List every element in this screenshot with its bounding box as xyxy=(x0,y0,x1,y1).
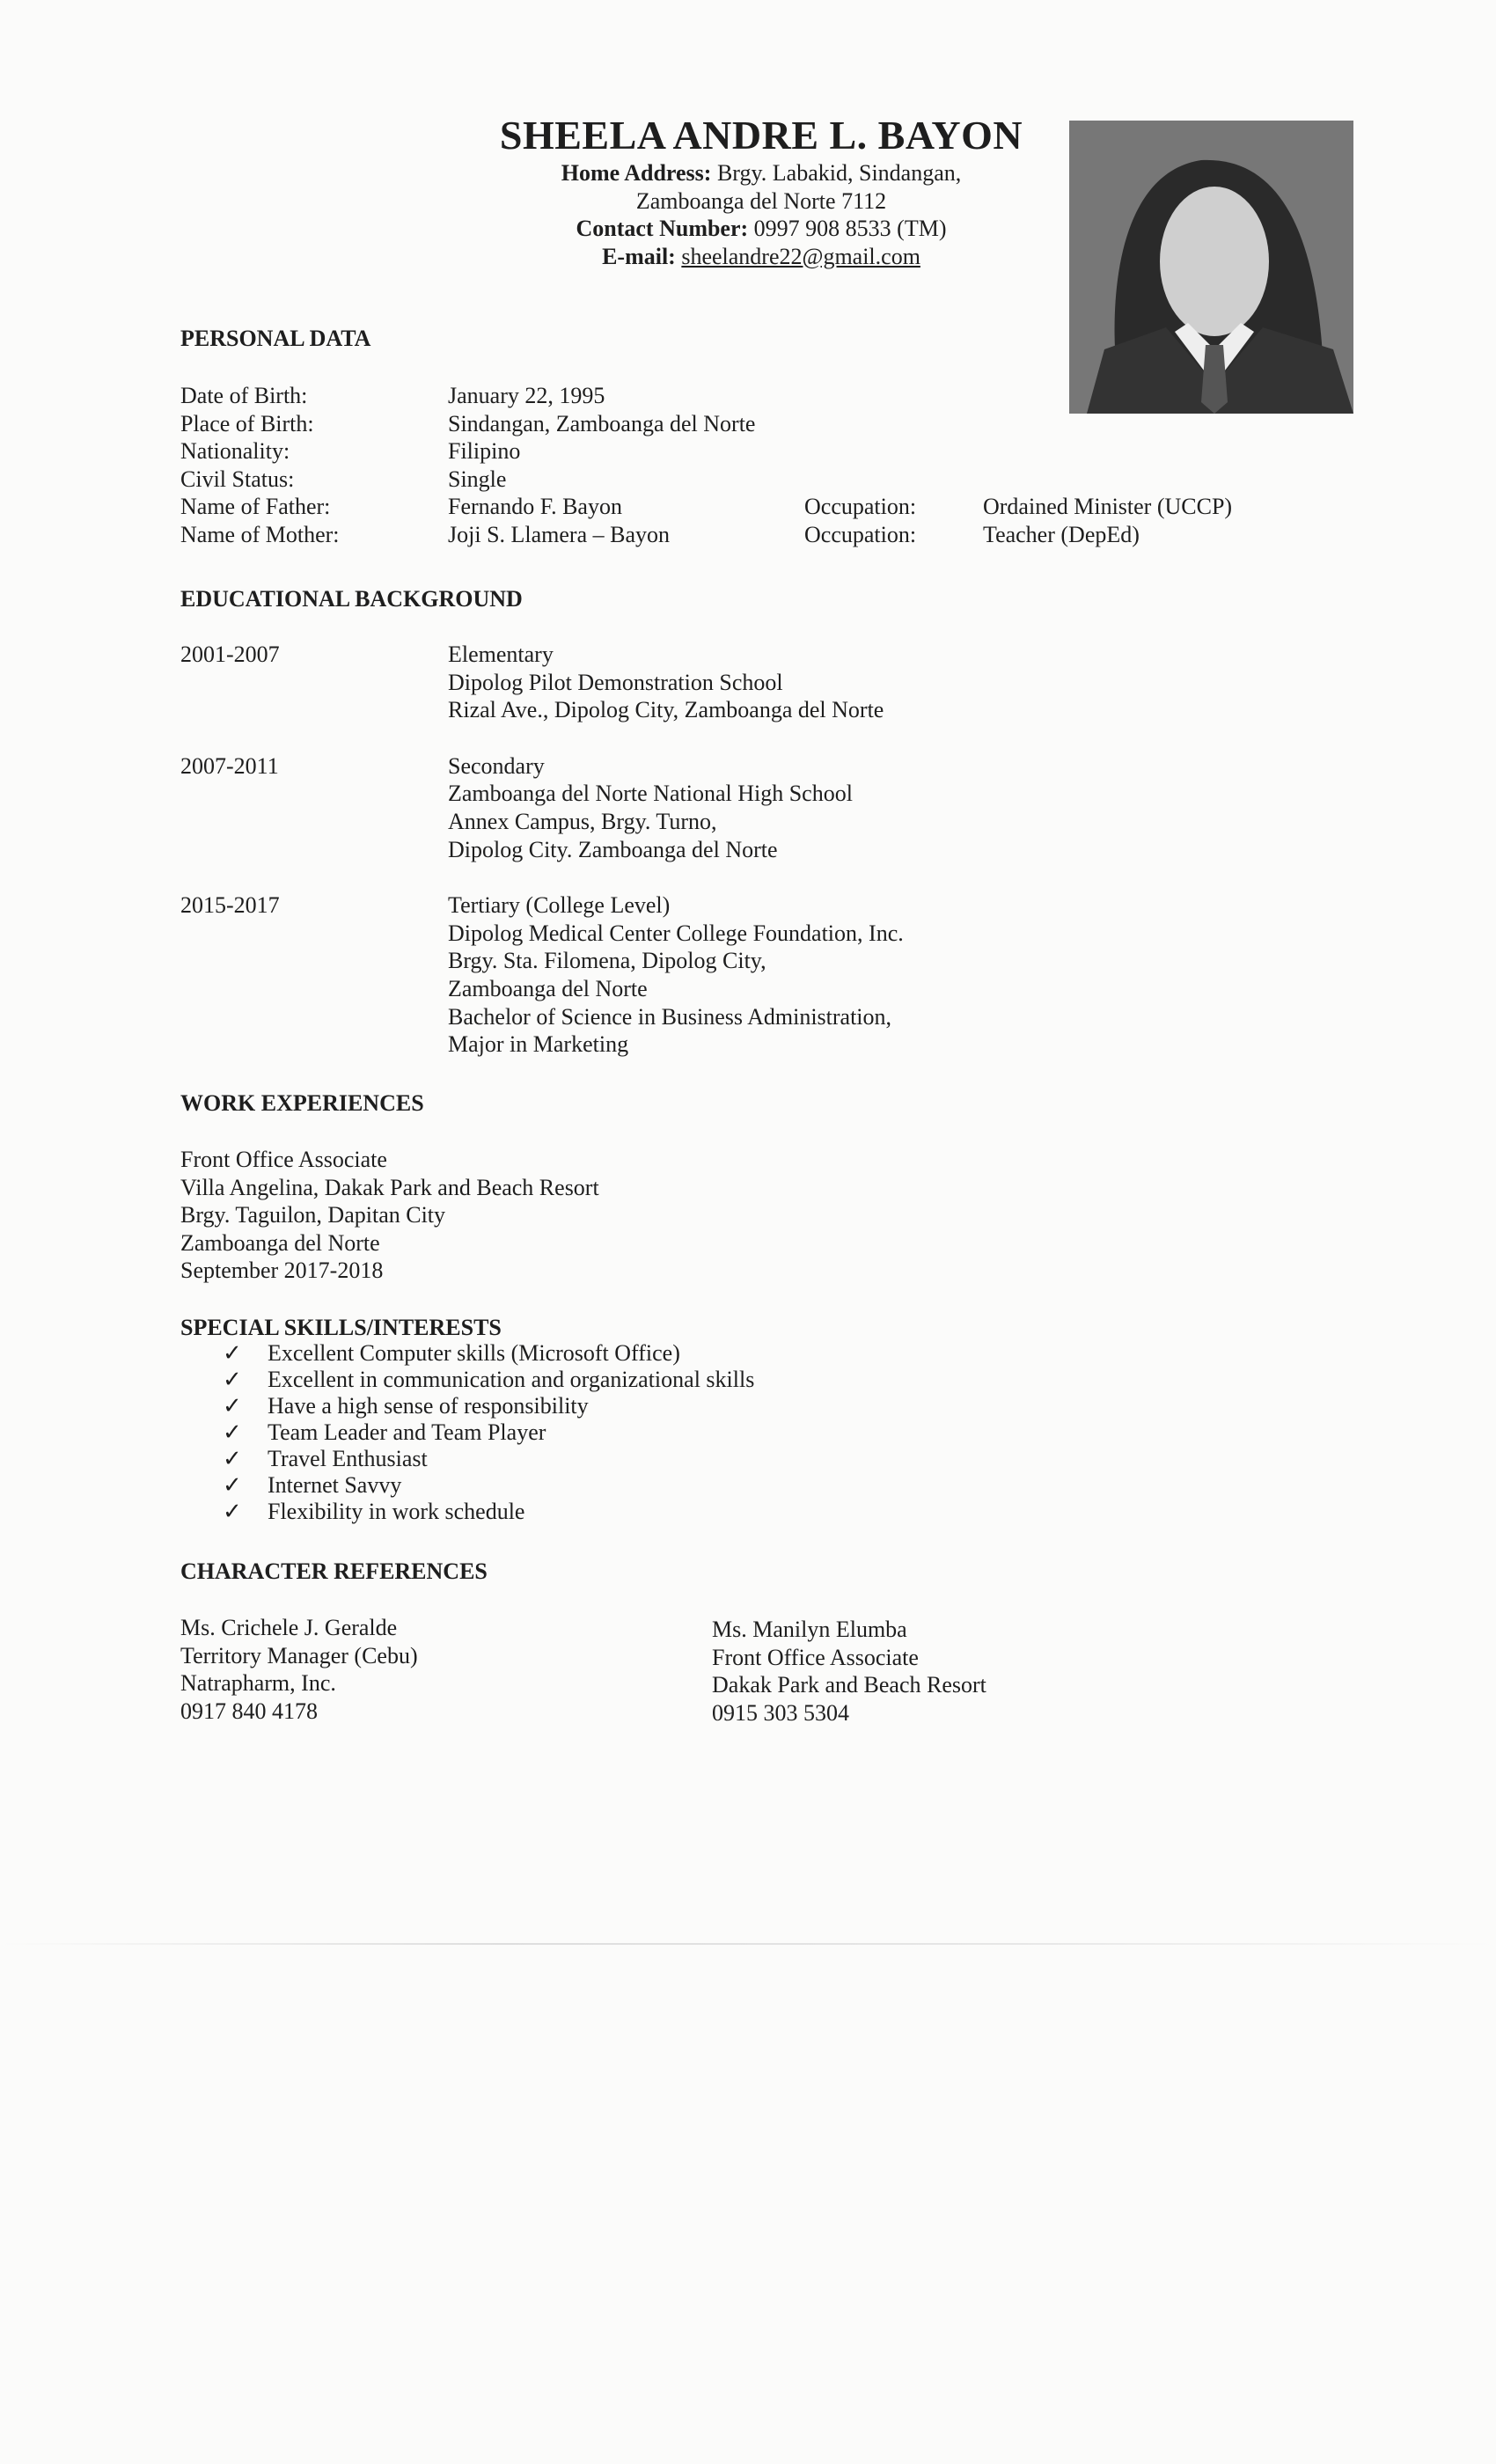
personal-row xyxy=(180,437,1232,466)
education-entry xyxy=(180,891,904,1059)
education-line: Dipolog City. Zamboanga del Norte xyxy=(448,836,778,862)
education-entry xyxy=(180,641,904,724)
education-line: Secondary xyxy=(448,752,545,779)
skills-heading: SPECIAL SKILLS/INTERESTS xyxy=(180,1315,502,1340)
field-value: Joji S. Llamera – Bayon xyxy=(448,521,671,547)
portrait-image xyxy=(1069,121,1353,414)
education-line: Elementary xyxy=(448,642,554,667)
work-line: September 2017-2018 xyxy=(180,1258,384,1284)
education-heading: EDUCATIONAL BACKGROUND xyxy=(180,586,523,612)
education-line: Tertiary (College Level) xyxy=(448,892,671,919)
work-list xyxy=(180,1146,599,1285)
field-value: January 22, 1995 xyxy=(448,383,605,408)
skill-text: Excellent in communication and organizational skills xyxy=(268,1367,755,1392)
field-value: Filipino xyxy=(448,438,521,465)
checkmark-icon: ✓ xyxy=(223,1419,242,1445)
field-value: Single xyxy=(448,466,507,492)
education-line: Rizal Ave., Dipolog City, Zamboanga del Norte xyxy=(448,697,884,723)
education-list xyxy=(180,641,904,1087)
education-line: Brgy. Sta. Filomena, Dipolog City, xyxy=(448,948,766,974)
skill-item xyxy=(223,1446,754,1472)
reference-line: Ms. Crichele J. Geralde xyxy=(180,1615,398,1640)
education-line: Annex Campus, Brgy. Turno, xyxy=(448,808,717,834)
personal-data-heading: PERSONAL DATA xyxy=(180,326,371,351)
profile-photo xyxy=(1069,121,1353,414)
education-line: Dipolog Pilot Demonstration School xyxy=(448,669,783,695)
address-line1: Brgy. Labakid, Sindangan, xyxy=(716,160,962,186)
skill-text: Travel Enthusiast xyxy=(268,1446,428,1471)
address-line2: Zamboanga del Norte 7112 xyxy=(635,188,887,214)
contact-label: Contact Number: xyxy=(576,216,749,241)
skill-text: Excellent Computer skills (Microsoft Office) xyxy=(268,1340,680,1366)
education-details xyxy=(448,641,884,724)
references-heading: CHARACTER REFERENCES xyxy=(180,1558,488,1584)
personal-row xyxy=(180,466,1232,494)
reference-line: Natrapharm, Inc. xyxy=(180,1670,336,1697)
field-value: Sindangan, Zamboanga del Norte xyxy=(448,410,756,436)
education-line: Zamboanga del Norte National High School xyxy=(448,781,853,807)
education-years: 2015-2017 xyxy=(180,892,280,919)
skills-list xyxy=(223,1340,754,1525)
work-heading: WORK EXPERIENCES xyxy=(180,1090,424,1116)
reference-line: Territory Manager (Cebu) xyxy=(180,1642,418,1668)
work-line: Front Office Associate xyxy=(180,1147,387,1172)
personal-data-table xyxy=(180,382,1232,549)
skill-item xyxy=(223,1393,754,1419)
education-years: 2001-2007 xyxy=(180,642,280,667)
education-line: Dipolog Medical Center College Foundation, Inc. xyxy=(448,920,904,946)
contact-number xyxy=(475,215,1047,243)
checkmark-icon: ✓ xyxy=(223,1472,242,1498)
field-value: Fernando F. Bayon xyxy=(448,494,622,520)
scan-artifact-line xyxy=(0,1943,1496,1945)
address-label: Home Address: xyxy=(561,160,712,186)
skill-item xyxy=(223,1340,754,1367)
education-details xyxy=(448,891,904,1059)
personal-row xyxy=(180,521,1232,549)
field-label: Name of Father: xyxy=(180,494,331,520)
personal-row xyxy=(180,410,1232,438)
checkmark-icon: ✓ xyxy=(223,1367,242,1392)
personal-row xyxy=(180,382,1232,410)
reference-left xyxy=(180,1614,418,1725)
home-address xyxy=(475,159,1047,187)
field-label: Nationality: xyxy=(180,438,290,465)
skill-text: Flexibility in work schedule xyxy=(268,1499,525,1524)
checkmark-icon: ✓ xyxy=(223,1340,242,1366)
skill-item xyxy=(223,1419,754,1446)
skill-item xyxy=(223,1499,754,1525)
contact-value: 0997 908 8533 (TM) xyxy=(753,216,947,241)
email-label: E-mail: xyxy=(602,244,676,269)
work-line: Brgy. Taguilon, Dapitan City xyxy=(180,1202,446,1228)
email-link[interactable]: sheelandre22@gmail.com xyxy=(681,244,920,269)
personal-row xyxy=(180,493,1232,521)
skill-text: Internet Savvy xyxy=(268,1472,402,1498)
occupation-value: Ordained Minister (UCCP) xyxy=(983,494,1233,520)
skill-item xyxy=(223,1367,754,1393)
checkmark-icon: ✓ xyxy=(223,1499,242,1524)
email xyxy=(475,243,1047,271)
education-entry xyxy=(180,752,904,863)
work-line: Villa Angelina, Dakak Park and Beach Resort xyxy=(180,1174,599,1200)
field-label: Place of Birth: xyxy=(180,410,314,436)
checkmark-icon: ✓ xyxy=(223,1446,242,1471)
occupation-label: Occupation: xyxy=(804,521,917,547)
field-label: Date of Birth: xyxy=(180,383,308,408)
occupation-label: Occupation: xyxy=(804,494,917,520)
reference-line: Ms. Manilyn Elumba xyxy=(712,1617,907,1642)
reference-line: 0917 840 4178 xyxy=(180,1698,318,1724)
skill-text: Have a high sense of responsibility xyxy=(268,1393,589,1419)
reference-line: 0915 303 5304 xyxy=(712,1699,849,1726)
skill-text: Team Leader and Team Player xyxy=(268,1419,546,1445)
reference-line: Front Office Associate xyxy=(712,1644,919,1670)
education-line: Major in Marketing xyxy=(448,1031,629,1058)
occupation-value: Teacher (DepEd) xyxy=(983,521,1140,547)
field-label: Name of Mother: xyxy=(180,521,340,547)
education-line: Zamboanga del Norte xyxy=(448,975,648,1001)
reference-right xyxy=(712,1616,986,1727)
education-details xyxy=(448,752,853,863)
skill-item xyxy=(223,1472,754,1499)
education-years: 2007-2011 xyxy=(180,752,279,779)
checkmark-icon: ✓ xyxy=(223,1393,242,1419)
education-line: Bachelor of Science in Business Administration, xyxy=(448,1003,892,1030)
field-label: Civil Status: xyxy=(180,466,295,492)
work-line: Zamboanga del Norte xyxy=(180,1229,380,1256)
resume-name: SHEELA ANDRE L. BAYON xyxy=(499,113,1023,158)
reference-line: Dakak Park and Beach Resort xyxy=(712,1672,986,1698)
